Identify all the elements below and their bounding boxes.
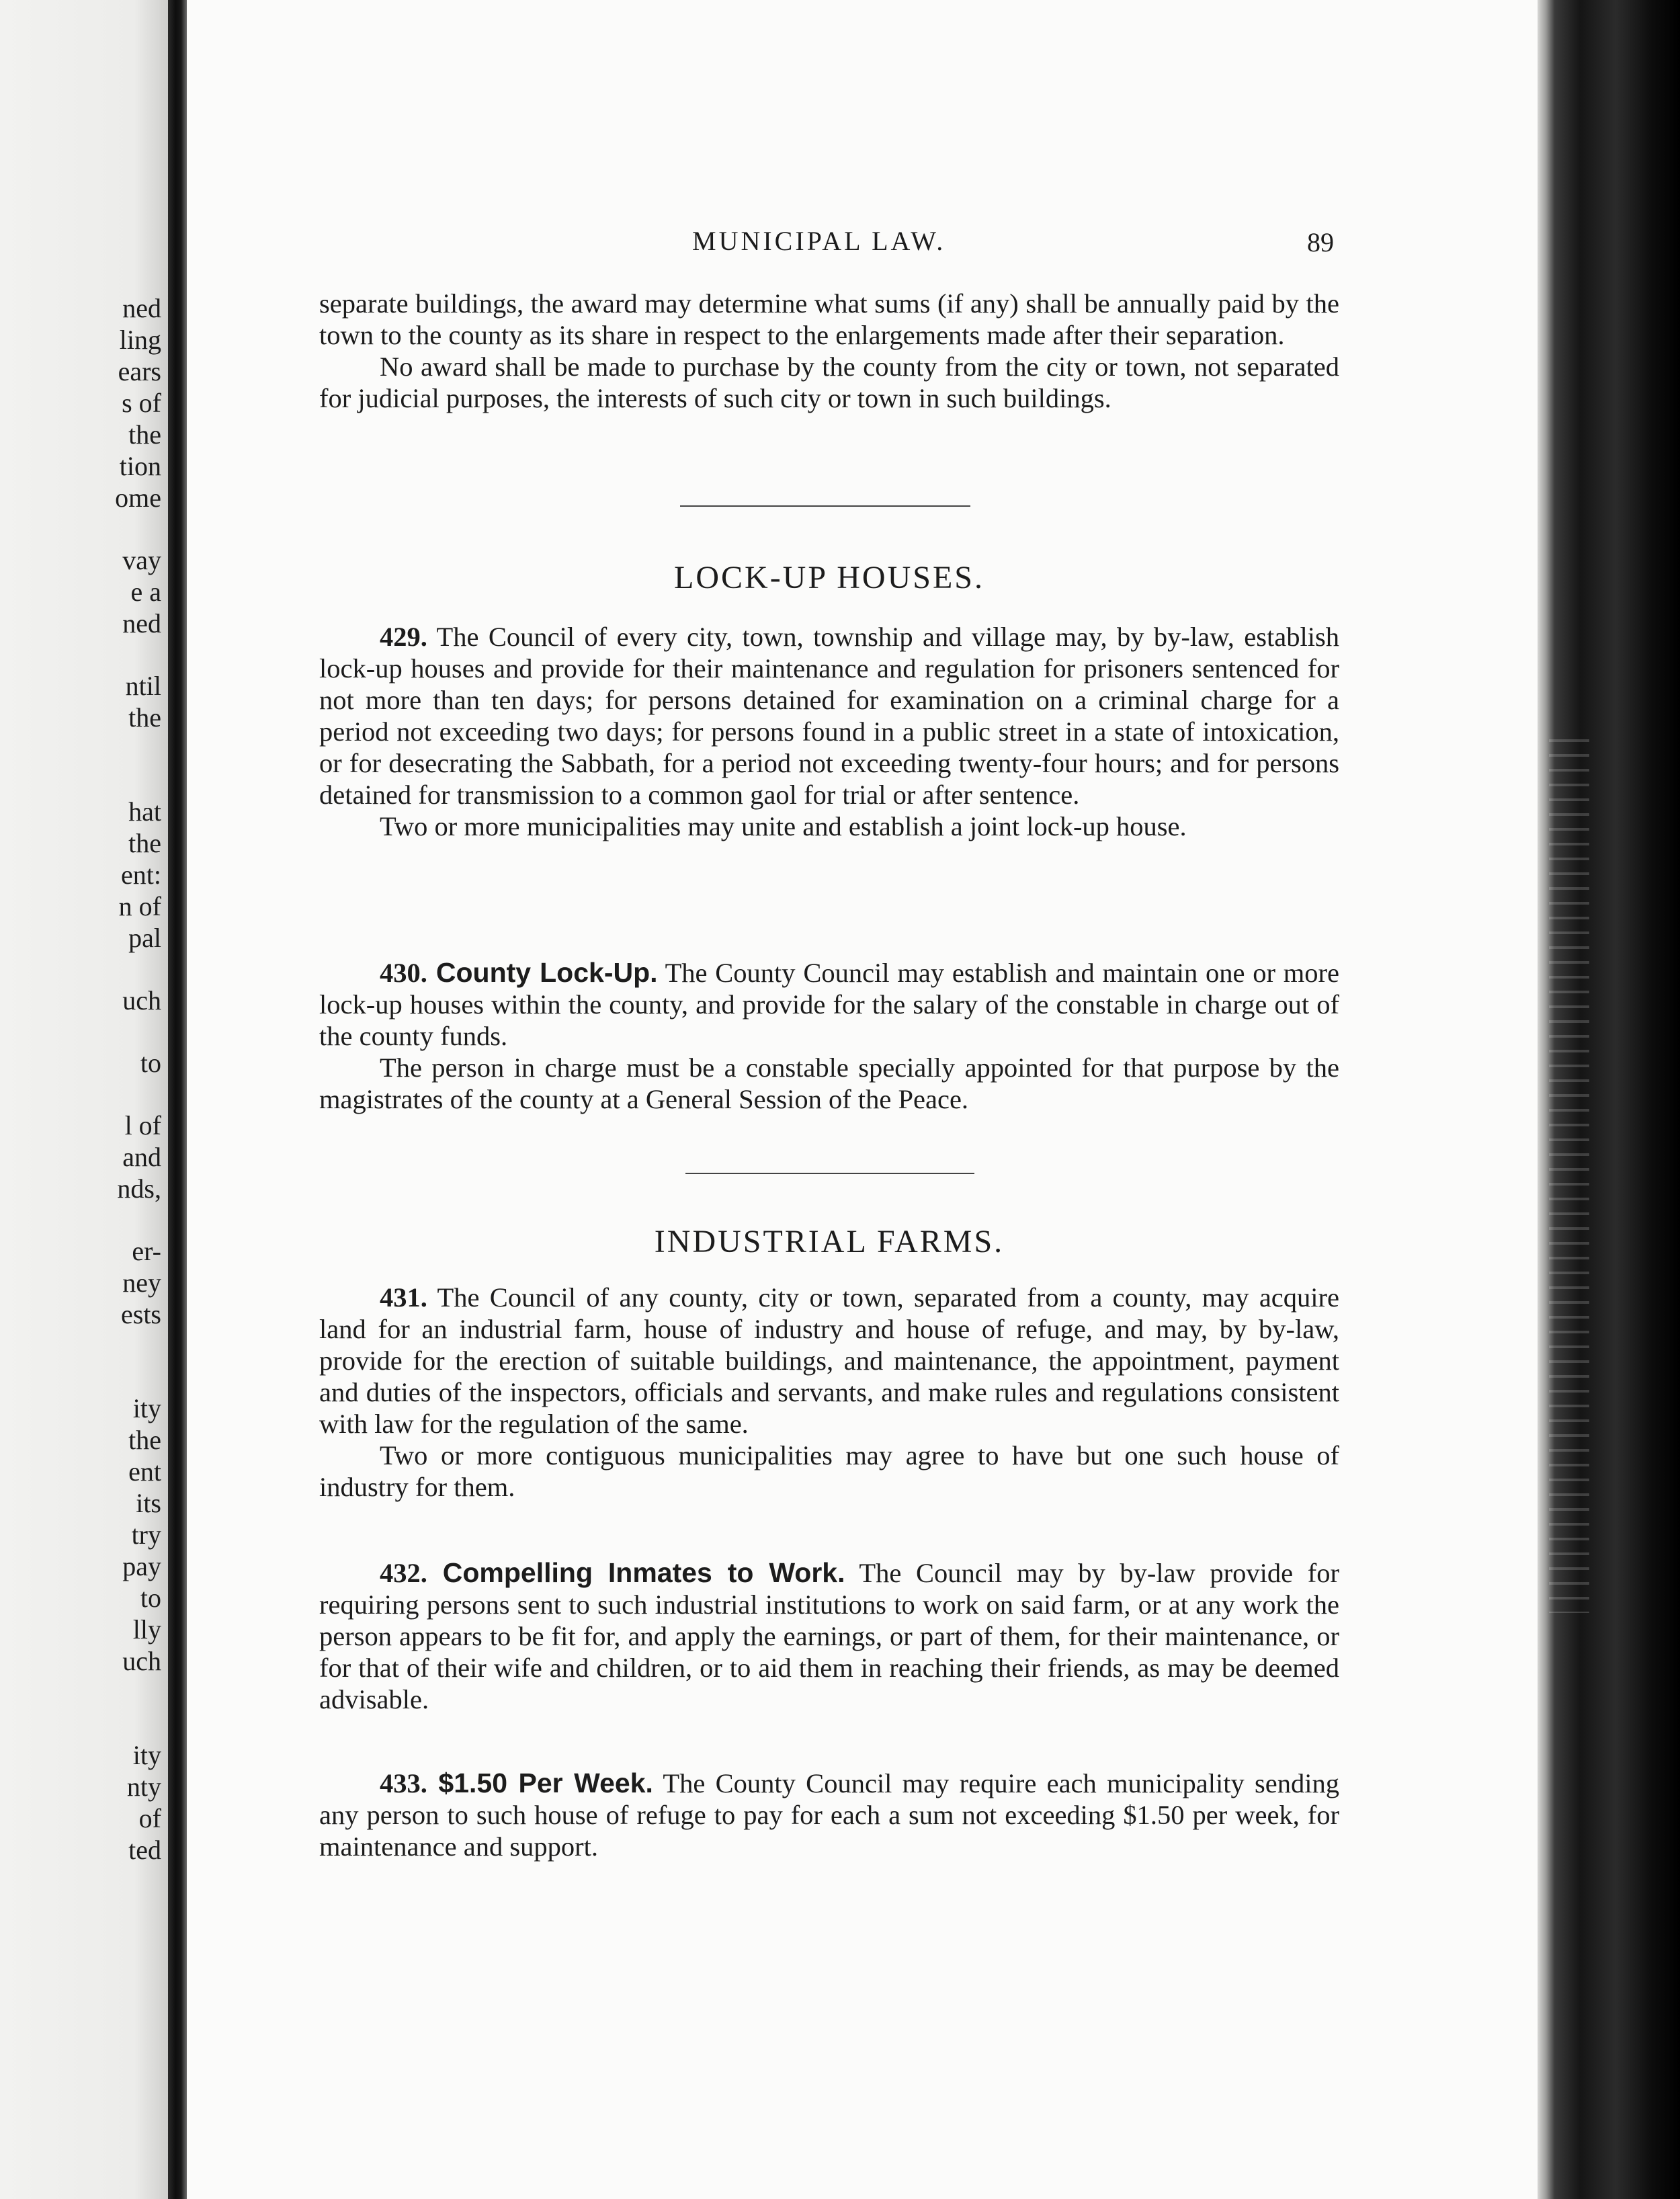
section-number-432: 432. [380,1558,427,1588]
facing-page-fragment: ney [122,1268,161,1298]
continuation-paragraph-2: No award shall be made to purchase by the county from the city or town, not separated for judicial purposes, the interests of such city or town in such buildings. [319,351,1339,413]
facing-page-fragment: to [140,1583,161,1613]
facing-page-fragment: e a [130,577,161,607]
section-431-paragraph-2: Two or more contiguous municipalities may agree to have but one such house of industry for them. [319,1440,1339,1502]
section-433-text: The County Council may require each municipality sending any person to such house of refuge to pay for each a sum not exceeding $1.50 per week, for maintenance and support. [319,1768,1339,1862]
section-number-429: 429. [380,622,427,652]
section-429-block [319,621,1339,842]
facing-page-fragment: l of [124,1110,161,1140]
facing-page-fragment: nds, [117,1173,161,1204]
section-432-heading: Compelling Inmates to Work. [427,1557,845,1588]
section-title-industrial-farms: INDUSTRIAL FARMS. [654,1224,1005,1259]
facing-page-fragment: and [122,1142,161,1172]
facing-page-fragment: the [128,419,161,450]
page-number: 89 [1307,227,1334,257]
book-gutter [168,0,187,2199]
facing-page-fragment: to [140,1048,161,1078]
section-divider-rule [680,505,970,507]
section-429-text: The Council of every city, town, township and village may, by by-law, establish lock-up houses and provide for their maintenance and regulation for prisoners sentenced for not more than ten days; for persons detained for examination on a criminal charge for a period not exceeding two days; for persons found in a public street in a state of intoxication, or for desecrating the Sabbath, for a period not exceeding twenty-four hours; and for persons detained for transmission to a common gaol for trial or after sentence. [319,622,1339,810]
facing-page-fragment: tion [119,451,161,481]
page-edge-texture [1549,739,1589,1613]
section-432-block [319,1557,1339,1715]
section-432-text: The Council may by by-law provide for requiring persons sent to such industrial institutions to work on said farm, or at any work the person appears to be fit for, and apply the earnings, or part of them, for their maintenance, or for that of their wife and children, or to aid them in reaching their friends, as may be deemed advisable. [319,1558,1339,1714]
facing-page-fragment: ests [121,1299,161,1329]
section-430-heading: County Lock-Up. [427,957,658,988]
facing-page-fragment: pay [122,1551,161,1581]
facing-page-fragment: the [128,702,161,733]
section-title-lockup-houses: LOCK-UP HOUSES. [674,560,984,595]
section-divider-rule [685,1173,974,1174]
facing-page-fragment: lly [132,1614,161,1645]
facing-page-fragment: ity [132,1393,161,1423]
facing-page-fragment: ent: [121,860,161,890]
section-433-paragraph [319,1768,1339,1862]
facing-page-fragment: uch [122,1646,161,1676]
facing-page-fragment: ntil [125,671,161,701]
facing-page-fragment: ted [128,1835,161,1865]
facing-page-fragment: pal [128,923,161,953]
facing-page-fragment: ling [119,325,161,355]
continuation-text [319,288,1339,414]
section-431-block [319,1282,1339,1503]
facing-page-fragment: ears [118,356,161,386]
section-430-paragraph-2: The person in charge must be a constable specially appointed for that purpose by the magistrates of the county at a General Session of the Peace. [319,1052,1339,1114]
facing-page-fragment: n of [118,891,161,921]
facing-page-fragment: hat [128,796,161,827]
facing-page-fragment: try [131,1520,161,1550]
facing-page-fragment: er- [132,1236,161,1266]
facing-page-fragment: nty [126,1772,161,1802]
section-432-paragraph [319,1557,1339,1715]
facing-page-fragment: uch [122,985,161,1015]
facing-page-fragment: s of [122,388,161,418]
continuation-paragraph-1: separate buildings, the award may determine what sums (if any) shall be annually paid by the town to the county as its share in respect to the enlargements made after their separation. [319,288,1339,350]
facing-page-fragment: the [128,828,161,858]
section-number-431: 431. [380,1282,427,1313]
facing-page-fragment: ity [132,1740,161,1770]
section-number-430: 430. [380,958,427,988]
section-430-paragraph [319,957,1339,1052]
facing-page-fragment: ned [122,608,161,638]
section-430-text: The County Council may establish and maintain one or more lock-up houses within the county, and provide for the salary of the constable in charge out of the county funds. [319,958,1339,1051]
section-429-paragraph-2: Two or more municipalities may unite and establish a joint lock-up house. [380,811,1187,841]
section-431-text: The Council of any county, city or town, separated from a county, may acquire land for an industrial farm, house of industry and house of refuge, and may, by by-law, provide for the erection of suitable buildings, and maintenance, the appointment, payment and duties of the inspectors, officials and servants, and make rules and regulations consistent with law for the regulation of the same. [319,1282,1339,1439]
facing-page-fragment: the [128,1425,161,1455]
section-433-block [319,1768,1339,1862]
section-433-heading: $1.50 Per Week. [427,1768,653,1798]
facing-page-fragment: ned [122,293,161,323]
section-431-paragraph [319,1282,1339,1440]
section-429-paragraph [319,621,1339,811]
running-head: MUNICIPAL LAW. [692,226,946,256]
section-430-block [319,957,1339,1115]
facing-page [0,0,168,2199]
facing-page-fragment: of [138,1803,161,1833]
section-number-433: 433. [380,1768,427,1798]
facing-page-fragment: its [136,1488,161,1518]
facing-page-fragment: ome [115,483,161,513]
facing-page-fragment: ent [128,1456,161,1487]
facing-page-fragment: vay [122,545,161,575]
